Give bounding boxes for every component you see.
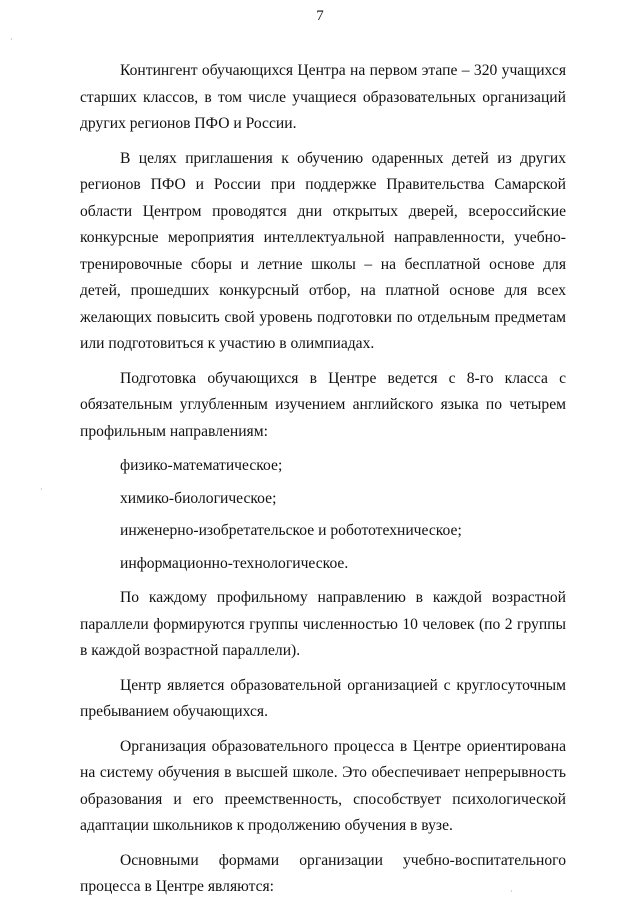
paragraph-organization: Организация образовательного процесса в Центре ориентирована на систему обучения в высшей школе. Это обеспечивает непрерывность образования и его преемственность, способствует психологической адаптации школьников к продолжению обучения в вузе. <box>80 737 566 834</box>
paragraph-forms: Основными формами организации учебно-воспитательного процесса в Центре являются: <box>80 851 566 895</box>
directions-list <box>80 453 566 577</box>
scan-mark-left-middle: · <box>40 485 43 494</box>
list-item: информационно-технологическое. <box>120 554 349 572</box>
document-body <box>80 58 566 909</box>
paragraph-contingent: Контингент обучающихся Центра на первом этапе – 320 учащихся старших классов, в том числе учащиеся образовательных организаций других регионов ПФО и России. <box>80 62 566 132</box>
list-item: химико-биологическое; <box>120 489 277 507</box>
paragraph-invitation: В целях приглашения к обучению одаренных детей из других регионов ПФО и России при поддержке Правительства Самарской области Центром проводятся дни открытых дверей, всероссийские конкурсные мероприятия интеллектуальной направленности, учебно-тренировочные сборы и летние школы – на бесплатной основе для детей, прошедших конкурсный отбор, на платной основе для всех желающих повысить свой уровень подготовки по отдельным предметам или подготовиться к участию в олимпиадах. <box>80 149 566 352</box>
page-number: 7 <box>316 8 324 24</box>
list-item: физико-математическое; <box>120 457 283 474</box>
paragraph-groups: По каждому профильному направлению в каждой возрастной параллели формируются группы численностью 10 человек (по 2 группы в каждой возрастной параллели). <box>80 589 566 659</box>
scan-mark-left-top: · <box>10 35 13 44</box>
paragraph-training: Подготовка обучающихся в Центре ведется с 8-го класса с обязательным углубленным изучением английского языка по четырем профильным направлениям: <box>80 369 566 440</box>
paragraph-boarding: Центр является образовательной организацией с круглосуточным пребыванием обучающихся. <box>80 676 566 720</box>
scan-mark-bottom-right: · <box>510 887 513 896</box>
list-item: инженерно-изобретательское и робототехническое; <box>120 522 462 539</box>
